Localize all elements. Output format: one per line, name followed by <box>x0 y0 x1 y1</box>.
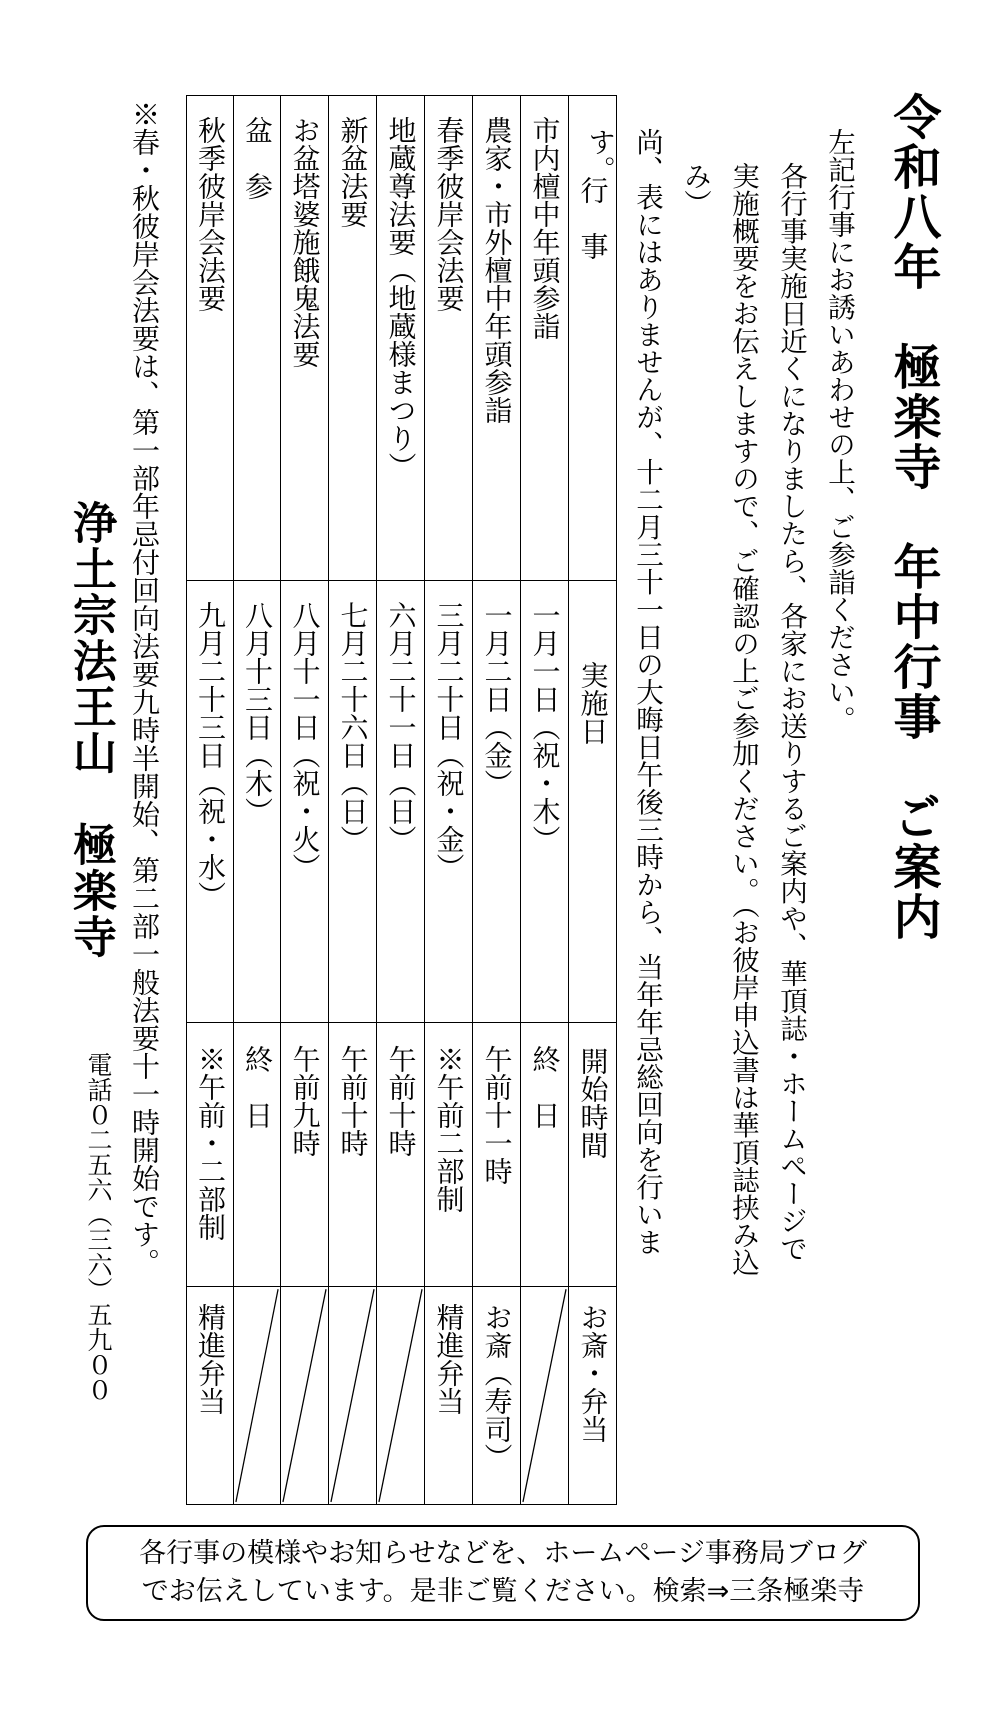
date-cell: 八月十一日（祝・火） <box>288 601 322 882</box>
table-row <box>473 96 521 581</box>
date-cell: 八月十三日（木） <box>241 601 274 826</box>
event-cell: 市内檀中年頭参詣 <box>528 116 562 340</box>
event-cell: 農家・市外檀中年頭参詣 <box>480 116 514 424</box>
date-cell: 一月一日（祝・木） <box>528 601 562 854</box>
notice-line-2: でお伝えしています。是非ご覧ください。検索⇒三条極楽寺 <box>141 1576 865 1607</box>
time-cell: 午前九時 <box>288 1044 322 1157</box>
date-cell: 一月二日（金） <box>480 601 514 798</box>
table-row <box>234 96 281 581</box>
time-cell: 午前十一時 <box>480 1044 514 1185</box>
event-cell: 地蔵尊法要（地蔵様まつり） <box>384 116 418 480</box>
date-cell: 七月二十六日（日） <box>336 601 370 854</box>
event-cell: お盆塔婆施餓鬼法要 <box>288 116 322 368</box>
table-row <box>521 96 569 581</box>
table-row <box>425 96 473 581</box>
time-cell: 終 日 <box>528 1044 562 1129</box>
header-time: 開始時間 <box>576 1046 610 1159</box>
time-cell: 午前十時 <box>384 1044 418 1157</box>
table-row <box>377 96 425 581</box>
header-date: 実施日 <box>576 661 610 746</box>
event-cell: 秋季彼岸会法要 <box>194 116 227 312</box>
table-row <box>187 96 234 581</box>
blog-notice <box>86 1525 920 1621</box>
phone-number: 電話０二五六（三六）五九００ <box>84 1052 113 1402</box>
time-cell: 終 日 <box>241 1044 274 1129</box>
temple-name: 浄土宗法王山 極楽寺 <box>65 500 116 960</box>
intro-note: 尚、表にはありませんが、十二月三十一日の大晦日午後三時から、当年年忌総回向を行います。 <box>583 128 663 1256</box>
notice-line-1: 各行事の模様やお知らせなどを、ホームページ事務局ブログ <box>139 1538 867 1569</box>
intro-body: 各行事実施日近くになりましたら、各家にお送りするご案内や、華頂誌・ホームページで実施概要をお伝えしますので、ご確認の上ご参加ください。（お彼岸申込書は華頂誌挟み込み） <box>679 162 807 1276</box>
empty-cell <box>377 1286 425 1504</box>
table-row <box>281 96 329 581</box>
header-cell-time <box>569 1022 617 1286</box>
event-cell: 春季彼岸会法要 <box>432 116 466 312</box>
time-cell: 午前十時 <box>336 1044 370 1157</box>
header-cell-meal <box>569 1286 617 1504</box>
event-cell: 新盆法要 <box>336 116 370 228</box>
empty-cell <box>329 1286 377 1504</box>
table-row <box>329 96 377 581</box>
page-title: 令和八年 極楽寺 年中行事 ご案内 <box>885 92 941 942</box>
date-cell: 三月二十日（祝・金） <box>432 601 466 882</box>
header-meal: お斎・弁当 <box>576 1302 610 1443</box>
header-cell-date <box>569 581 617 1023</box>
intro-lead: 左記行事にお誘いあわせの上、ご参詣ください。 <box>823 128 855 733</box>
time-cell: ※午前・二部制 <box>194 1044 227 1241</box>
footnote: ※春・秋彼岸会法要は、第一部年忌付回向法要九時半開始、第二部一般法要十一時開始です。 <box>128 100 161 1276</box>
meal-cell: お斎（寿司） <box>480 1302 514 1471</box>
empty-cell <box>521 1286 569 1504</box>
empty-cell <box>281 1286 329 1504</box>
header-event: 行 事 <box>576 176 610 260</box>
event-cell: 盆 参 <box>241 116 274 200</box>
header-cell-event <box>569 96 617 581</box>
schedule-table <box>186 95 670 1505</box>
time-cell: ※午前二部制 <box>432 1044 466 1213</box>
meal-cell: 精進弁当 <box>432 1302 466 1415</box>
date-cell: 九月二十三日（祝・水） <box>194 601 227 910</box>
date-cell: 六月二十一日（日） <box>384 601 418 854</box>
empty-cell <box>234 1286 281 1504</box>
meal-cell: 精進弁当 <box>194 1302 227 1415</box>
